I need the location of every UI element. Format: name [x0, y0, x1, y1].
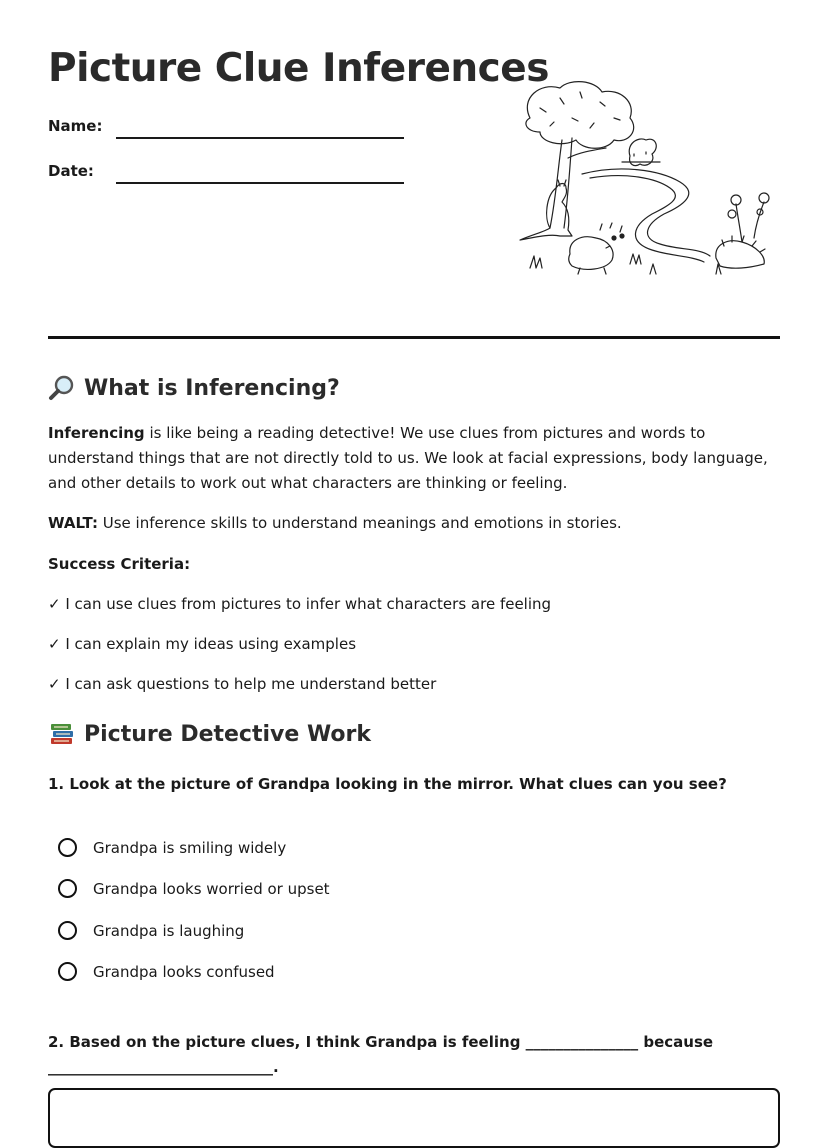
- walt-paragraph: [48, 511, 780, 536]
- answer-option[interactable]: [58, 879, 330, 898]
- option-label: Grandpa looks confused: [93, 962, 275, 981]
- section-heading-text: What is Inferencing?: [84, 375, 340, 401]
- question-1: 1. Look at the picture of Grandpa looking in the mirror. What clues can you see?: [48, 775, 727, 793]
- answer-option[interactable]: [58, 838, 286, 857]
- intro-bold-term: Inferencing: [48, 424, 145, 442]
- answer-option[interactable]: [58, 962, 275, 981]
- radio-button[interactable]: [58, 962, 77, 981]
- question-2-line-1: 2. Based on the picture clues, I think Grandpa is feeling _______________ because: [48, 1033, 714, 1051]
- name-label: Name:: [48, 117, 103, 135]
- intro-text: is like being a reading detective! We use clues from pictures and words to understand things that are not directly told to us. We look at facial expressions, body language, and other details to work out what characters are thinking or feeling.: [48, 424, 768, 492]
- date-label: Date:: [48, 162, 94, 180]
- magnifying-glass-icon: [48, 374, 76, 402]
- criteria-item: ✓ I can use clues from pictures to infer what characters are feeling: [48, 595, 552, 613]
- question-2-line-2: ______________________________.: [48, 1058, 279, 1076]
- section-divider: [48, 336, 780, 339]
- radio-button[interactable]: [58, 921, 77, 940]
- books-icon: [48, 720, 76, 748]
- radio-button[interactable]: [58, 879, 77, 898]
- section-heading-text: Picture Detective Work: [84, 721, 372, 747]
- name-field[interactable]: [48, 117, 116, 135]
- option-label: Grandpa is smiling widely: [93, 838, 287, 857]
- intro-paragraph: [48, 421, 780, 496]
- walt-label: WALT:: [48, 514, 98, 532]
- answer-box[interactable]: [48, 1088, 780, 1148]
- worksheet-title: Picture Clue Inferences: [48, 46, 549, 91]
- criteria-item: ✓ I can ask questions to help me understand better: [48, 675, 437, 693]
- option-label: Grandpa is laughing: [93, 921, 245, 940]
- answer-option[interactable]: [58, 921, 244, 940]
- date-field[interactable]: [48, 162, 116, 180]
- date-line[interactable]: [116, 182, 404, 184]
- success-criteria-heading: Success Criteria:: [48, 555, 191, 573]
- criteria-item: ✓ I can explain my ideas using examples: [48, 635, 357, 653]
- outback-illustration: [510, 78, 772, 286]
- option-label: Grandpa looks worried or upset: [93, 879, 330, 898]
- name-line[interactable]: [116, 137, 404, 139]
- section-heading-inferencing: [48, 374, 340, 402]
- walt-text: Use inference skills to understand meanings and emotions in stories.: [97, 514, 622, 532]
- section-heading-detective-work: [48, 720, 371, 748]
- radio-button[interactable]: [58, 838, 77, 857]
- question-2: [48, 1030, 780, 1080]
